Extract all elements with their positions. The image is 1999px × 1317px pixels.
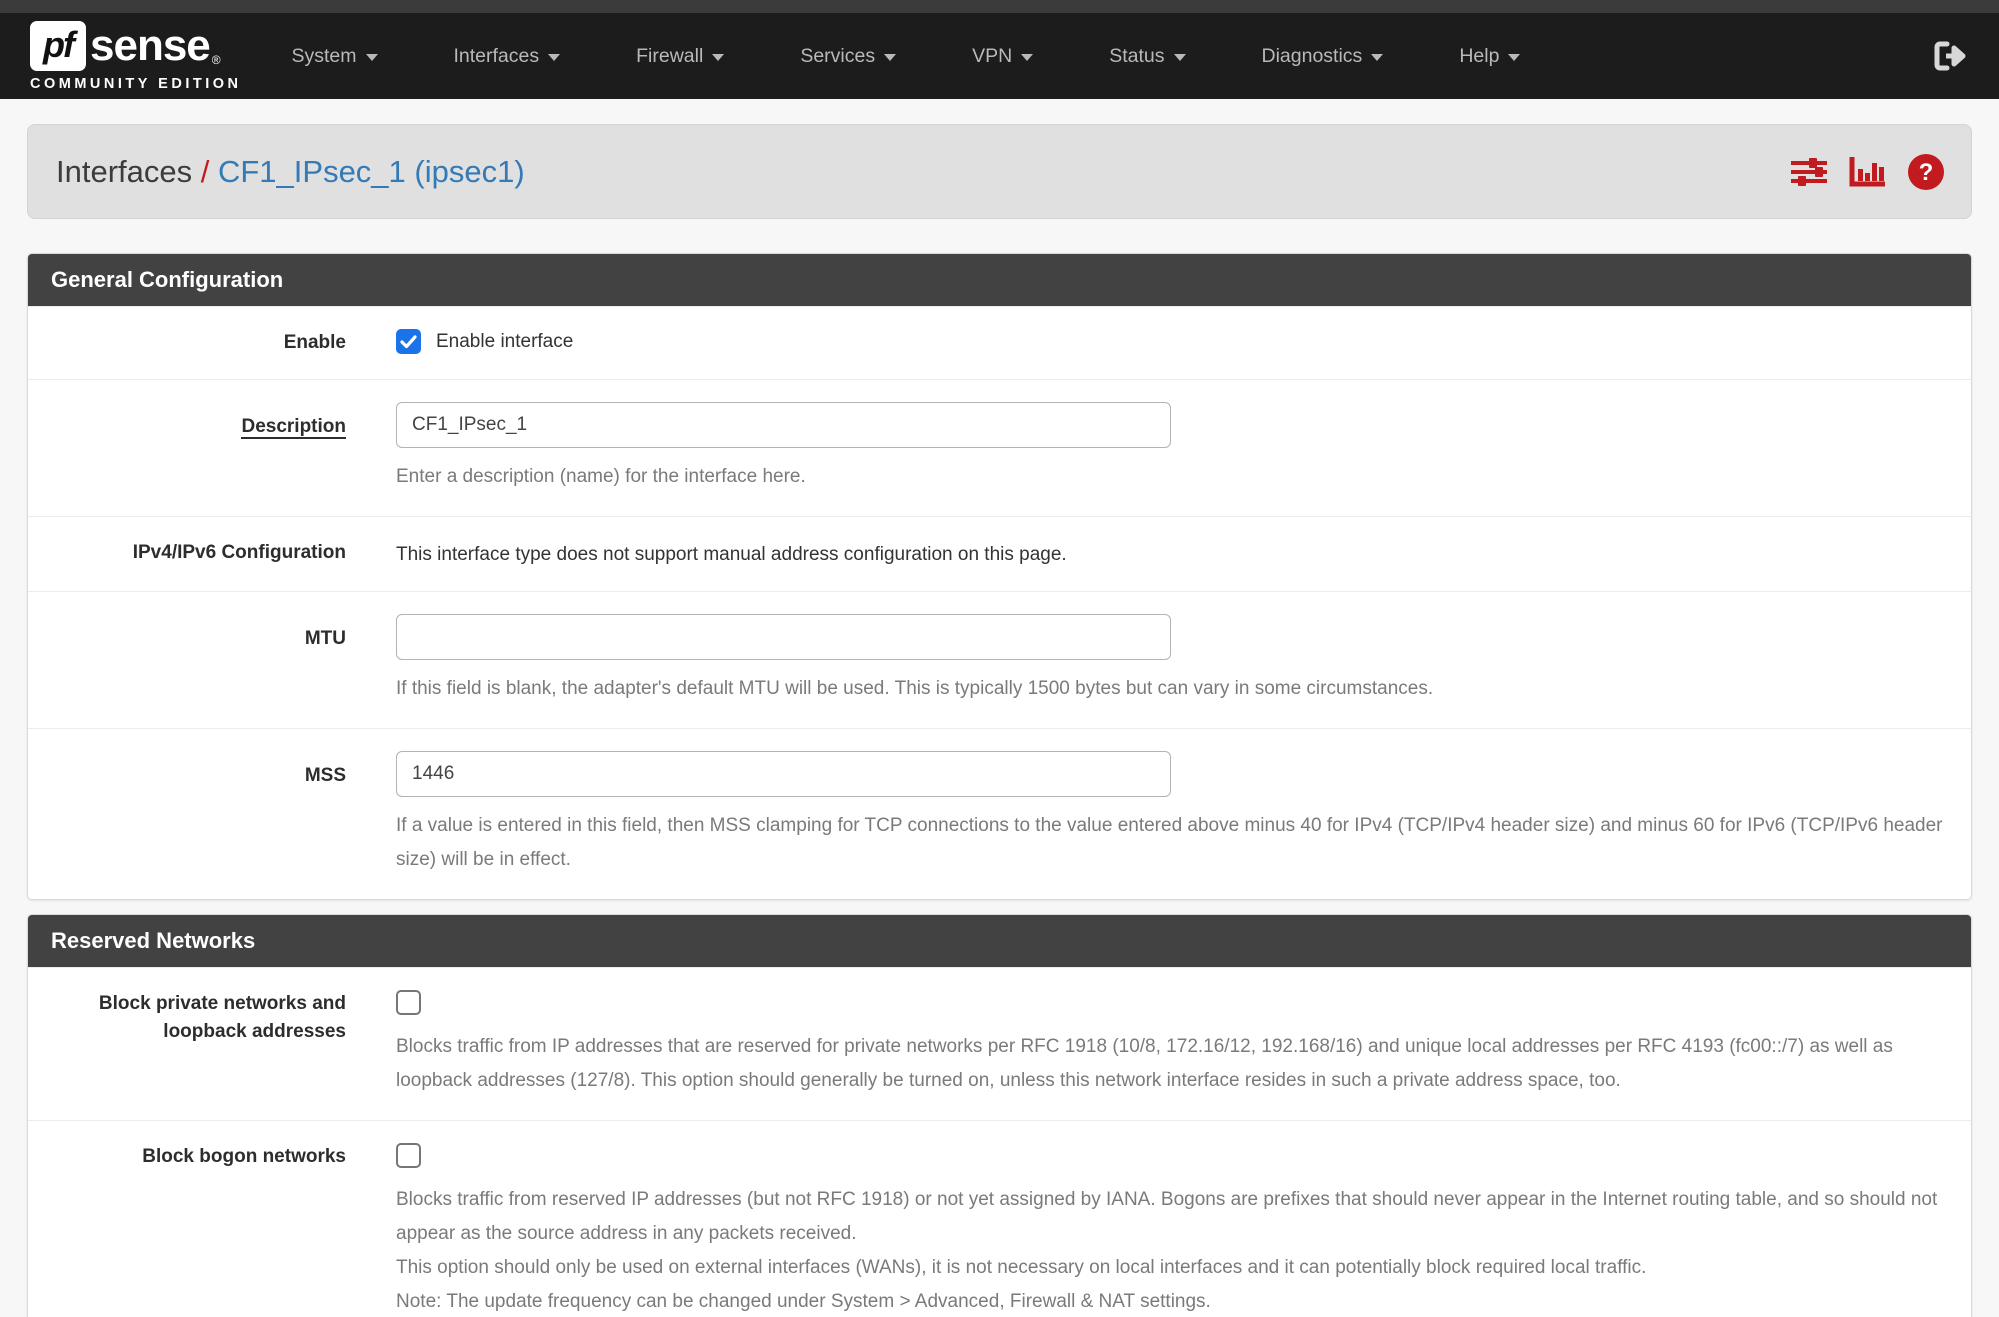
main-navbar <box>0 13 1999 99</box>
nav-item-interfaces[interactable]: Interfaces <box>416 45 599 68</box>
community-edition-label: COMMUNITY EDITION <box>30 75 242 92</box>
ip-configuration-text: This interface type does not support manual address configuration on this page. <box>396 544 1067 565</box>
pf-logo-text: pf <box>43 23 73 65</box>
enable-interface-label: Enable interface <box>436 330 574 352</box>
chevron-down-icon <box>1508 54 1520 61</box>
enable-interface-control[interactable] <box>396 329 1943 354</box>
block-private-checkbox[interactable] <box>396 990 421 1015</box>
mss-row <box>28 728 1971 899</box>
ip-configuration-label: IPv4/IPv6 Configuration <box>132 542 346 563</box>
pfsense-logo[interactable] <box>30 21 241 92</box>
block-bogon-row <box>28 1120 1971 1317</box>
block-bogon-help-text: Blocks traffic from reserved IP addresses (but not RFC 1918) or not yet assigned by IANA. Bogons are prefixes that should never appear in the Internet routing table, and so should not appear as the source address in any packets received. This option should only be used on external interfaces (WANs), it is not necessary on local interfaces and it can potentially block required local traffic. Note: The update frequency can be changed under System > Advanced, Firewall & NAT settings. <box>396 1189 1938 1312</box>
breadcrumb-interfaces-link[interactable]: Interfaces <box>56 153 193 189</box>
panel-title-general: General Configuration <box>28 254 1971 306</box>
help-question-icon[interactable] <box>1907 153 1945 191</box>
chevron-down-icon <box>1174 54 1186 61</box>
nav-item-services[interactable]: Services <box>762 45 934 68</box>
block-private-row <box>28 967 1971 1120</box>
panel-title-reserved: Reserved Networks <box>28 915 1971 967</box>
nav-item-diagnostics[interactable]: Diagnostics <box>1224 45 1422 68</box>
description-help-text: Enter a description (name) for the interface here. <box>396 466 806 487</box>
mtu-label: MTU <box>304 628 346 649</box>
chevron-down-icon <box>366 54 378 61</box>
description-row <box>28 379 1971 516</box>
description-label: Description <box>241 416 346 437</box>
nav-item-firewall[interactable]: Firewall <box>598 45 762 68</box>
chevron-down-icon <box>712 54 724 61</box>
nav-menu <box>253 45 1558 68</box>
breadcrumb-page-link[interactable]: CF1_IPsec_1 (ipsec1) <box>217 153 525 189</box>
registered-mark: ® <box>211 52 221 67</box>
breadcrumb <box>56 154 525 190</box>
bar-chart-icon[interactable] <box>1849 155 1887 189</box>
window-top-strip <box>0 0 1999 13</box>
nav-item-help[interactable]: Help <box>1421 45 1558 68</box>
chevron-down-icon <box>884 54 896 61</box>
enable-interface-checkbox[interactable] <box>396 329 421 354</box>
sliders-icon[interactable] <box>1789 155 1829 189</box>
chevron-down-icon <box>1371 54 1383 61</box>
mss-help-text: If a value is entered in this field, then MSS clamping for TCP connections to the value entered above minus 40 for IPv4 (TCP/IPv4 header size) and minus 60 for IPv6 (TCP/IPv6 header size) will be in effect. <box>396 815 1943 870</box>
chevron-down-icon <box>1021 54 1033 61</box>
svg-text:?: ? <box>1918 158 1934 186</box>
chevron-down-icon <box>548 54 560 61</box>
enable-row <box>28 306 1971 379</box>
block-bogon-label: Block bogon networks <box>142 1146 346 1167</box>
block-private-label: Block private networks and loopback addresses <box>98 993 346 1042</box>
description-input[interactable] <box>396 402 1171 448</box>
sense-logo-text: sense <box>90 20 210 70</box>
nav-item-system[interactable]: System <box>253 45 415 68</box>
pf-logo-box <box>30 21 86 71</box>
breadcrumb-bar <box>27 124 1972 219</box>
sign-out-icon[interactable] <box>1933 40 1969 72</box>
mss-input[interactable] <box>396 751 1171 797</box>
reserved-networks-panel <box>27 914 1972 1317</box>
block-bogon-checkbox[interactable] <box>396 1143 421 1168</box>
nav-item-status[interactable]: Status <box>1071 45 1223 68</box>
general-configuration-panel <box>27 253 1972 900</box>
nav-item-vpn[interactable]: VPN <box>934 45 1071 68</box>
breadcrumb-separator: / <box>192 153 218 189</box>
mtu-row <box>28 591 1971 728</box>
ip-configuration-row <box>28 516 1971 591</box>
block-private-help-text: Blocks traffic from IP addresses that are reserved for private networks per RFC 1918 (10/8, 172.16/12, 192.168/16) and unique local addresses per RFC 4193 (fc00::/7) as well as loopback addresses (127/8). This option should generally be turned on, unless this network interface resides in such a private address space, too. <box>396 1036 1893 1091</box>
enable-label: Enable <box>283 332 346 353</box>
mtu-input[interactable] <box>396 614 1171 660</box>
mtu-help-text: If this field is blank, the adapter's default MTU will be used. This is typically 1500 bytes but can vary in some circumstances. <box>396 678 1434 699</box>
mss-label: MSS <box>304 765 346 786</box>
